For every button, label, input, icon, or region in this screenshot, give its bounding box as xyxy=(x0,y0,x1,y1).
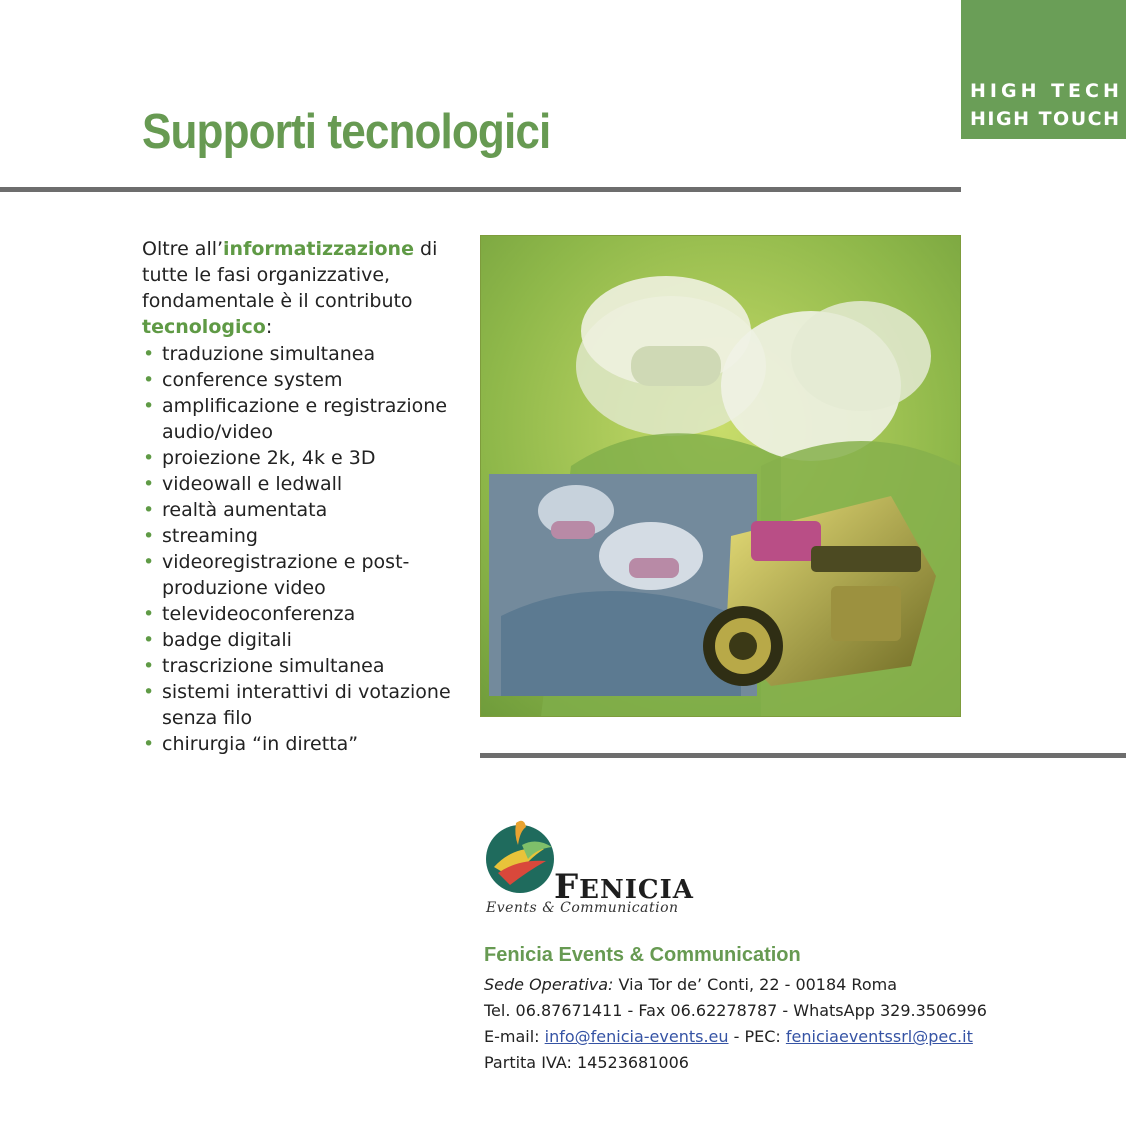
email-link[interactable]: info@fenicia-events.eu xyxy=(544,1027,729,1046)
surgery-camera-photo xyxy=(480,235,961,717)
list-item xyxy=(142,601,462,627)
list-item xyxy=(142,393,462,445)
list-item-text: televideoconferenza xyxy=(162,603,356,625)
bullet-icon: • xyxy=(143,551,155,573)
fenicia-logo xyxy=(484,815,556,899)
list-item-text: badge digitali xyxy=(162,629,292,651)
list-item-text: amplificazione e registrazione audio/video xyxy=(162,395,448,443)
list-item-text: trascrizione simultanea xyxy=(162,655,385,677)
list-item xyxy=(142,731,462,757)
badge-line-1: HIGH TECH xyxy=(970,80,1123,102)
list-item-text: videowall e ledwall xyxy=(162,473,343,495)
intro-text-1: Oltre all’ xyxy=(142,238,224,260)
wordmark-initial: F xyxy=(554,867,580,907)
list-item xyxy=(142,549,462,601)
bullet-icon: • xyxy=(143,525,155,547)
list-item-text: proiezione 2k, 4k e 3D xyxy=(162,447,376,469)
bullet-icon: • xyxy=(143,447,155,469)
list-item-text: chirurgia “in diretta” xyxy=(162,733,359,755)
list-item xyxy=(142,679,462,731)
logo-tagline: Events & Communication xyxy=(486,900,679,916)
bullet-icon: • xyxy=(143,369,155,391)
address-line xyxy=(484,975,897,994)
bullet-icon: • xyxy=(143,733,155,755)
bullet-icon: • xyxy=(143,473,155,495)
bullet-icon: • xyxy=(143,629,155,651)
list-item xyxy=(142,653,462,679)
intro-paragraph xyxy=(142,236,442,340)
intro-text-2: di tutte le fasi organizzative, fondamentale è il contributo xyxy=(142,238,438,312)
list-item xyxy=(142,497,462,523)
list-item-text: sistemi interattivi di votazione senza filo xyxy=(162,681,451,729)
phoenix-icon xyxy=(484,815,556,895)
list-item-text: streaming xyxy=(162,525,258,547)
intro-highlight-tecnologico: tecnologico xyxy=(142,316,266,338)
badge-line-2: HIGH TOUCH xyxy=(970,108,1121,130)
list-item-text: conference system xyxy=(162,369,343,391)
pec-link[interactable]: feniciaeventssrl@pec.it xyxy=(785,1027,973,1046)
list-item xyxy=(142,445,462,471)
email-line xyxy=(484,1027,973,1046)
email-label: E-mail: xyxy=(484,1027,545,1046)
page-title: Supporti tecnologici xyxy=(142,105,551,159)
top-divider xyxy=(0,187,961,192)
list-item-text: realtà aumentata xyxy=(162,499,328,521)
mid-divider xyxy=(480,753,1126,758)
intro-text-3: : xyxy=(265,316,273,338)
bullet-icon: • xyxy=(143,681,155,703)
list-item xyxy=(142,471,462,497)
bullet-icon: • xyxy=(143,395,155,417)
list-item xyxy=(142,627,462,653)
technology-list xyxy=(142,341,462,757)
intro-highlight-informatizzazione: informatizzazione xyxy=(223,238,414,260)
bullet-icon: • xyxy=(143,603,155,625)
bullet-icon: • xyxy=(143,499,155,521)
pec-label: - PEC: xyxy=(728,1027,786,1046)
bullet-icon: • xyxy=(143,655,155,677)
phone-line: Tel. 06.87671411 - Fax 06.62278787 - WhatsApp 329.3506996 xyxy=(484,1001,987,1020)
list-item-text: videoregistrazione e post-produzione video xyxy=(162,551,410,599)
list-item-text: traduzione simultanea xyxy=(162,343,376,365)
list-item xyxy=(142,523,462,549)
vat-line: Partita IVA: 14523681006 xyxy=(484,1053,689,1072)
address-value: Via Tor de’ Conti, 22 - 00184 Roma xyxy=(613,975,898,994)
wordmark-rest: ENICIA xyxy=(579,875,694,905)
list-item xyxy=(142,341,462,367)
address-label: Sede Operativa: xyxy=(484,975,614,994)
bullet-icon: • xyxy=(143,343,155,365)
company-name: Fenicia Events & Communication xyxy=(484,944,801,966)
list-item xyxy=(142,367,462,393)
high-tech-badge xyxy=(961,0,1126,139)
photo-illustration xyxy=(481,236,960,716)
